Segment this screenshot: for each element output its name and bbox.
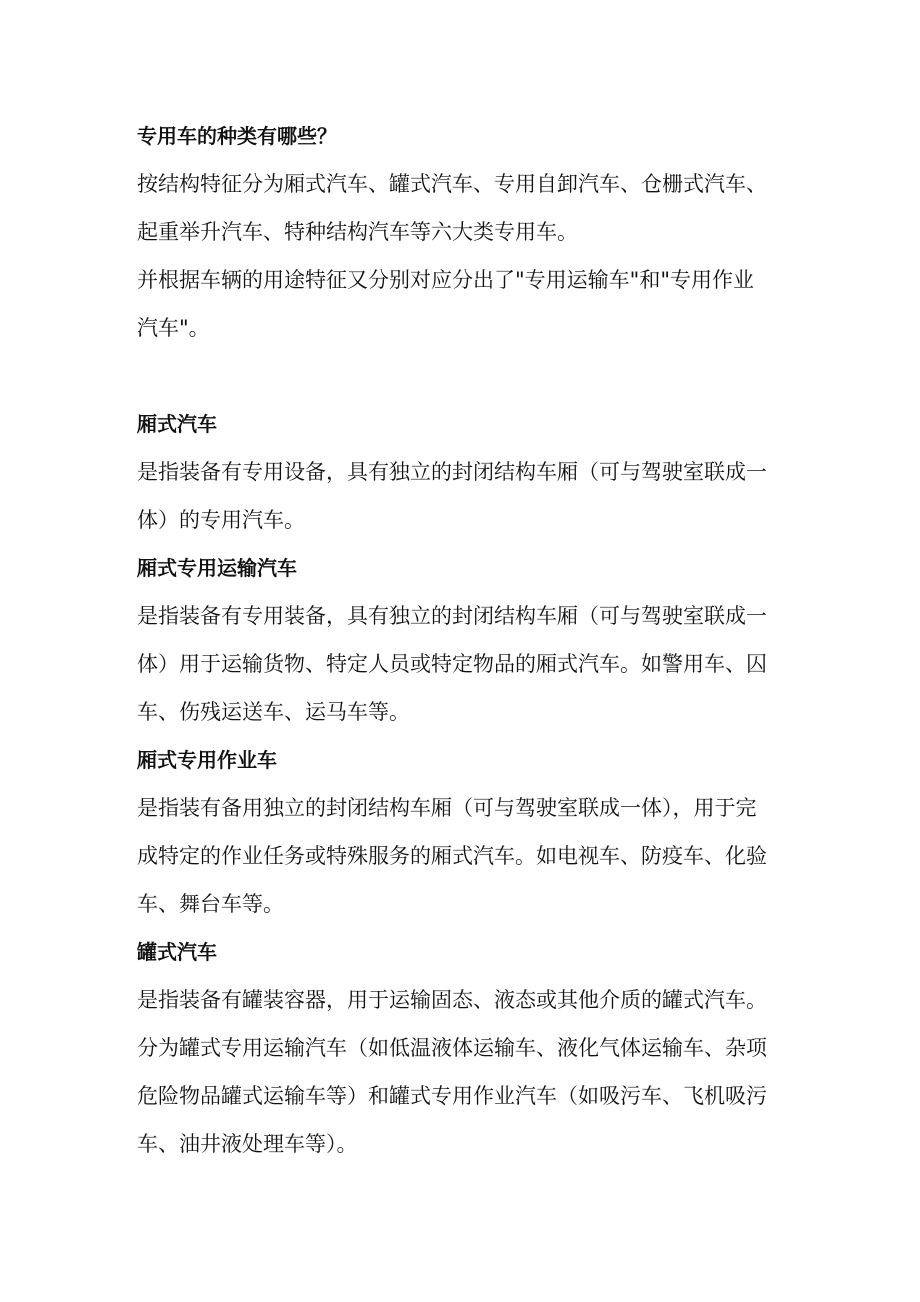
section-gap <box>137 352 797 400</box>
document-body <box>137 112 797 1168</box>
section-box-operation-line-1: 是指装有备用独立的封闭结构车厢（可与驾驶室联成一体），用于完 <box>137 796 757 820</box>
intro-title: 专用车的种类有哪些？ <box>137 124 337 148</box>
section-box-transport-line-1: 是指装备有专用装备，具有独立的封闭结构车厢（可与驾驶室联成一 <box>137 604 767 628</box>
section-box-vehicle-line-2: 体）的专用汽车。 <box>137 508 305 532</box>
section-box-transport-line-2: 体）用于运输货物、特定人员或特定物品的厢式汽车。如警用车、囚 <box>137 652 767 676</box>
section-tank-vehicle-line-4: 车、油井液处理车等）。 <box>137 1132 358 1156</box>
section-title-tank-vehicle: 罐式汽车 <box>137 940 217 964</box>
section-box-transport-line-3: 车、伤残运送车、运马车等。 <box>137 700 410 724</box>
section-title-box-vehicle: 厢式汽车 <box>137 412 217 436</box>
intro-paragraph-1-line-1: 按结构特征分为厢式汽车、罐式汽车、专用自卸汽车、仓栅式汽车、 <box>137 172 767 196</box>
section-tank-vehicle-line-3: 危险物品罐式运输车等）和罐式专用作业汽车（如吸污车、飞机吸污 <box>137 1084 767 1108</box>
section-tank-vehicle-line-1: 是指装备有罐装容器，用于运输固态、液态或其他介质的罐式汽车。 <box>137 988 767 1012</box>
section-title-box-operation: 厢式专用作业车 <box>137 748 277 772</box>
intro-paragraph-2-line-1: 并根据车辆的用途特征又分别对应分出了"专用运输车"和"专用作业 <box>137 268 754 292</box>
section-box-vehicle-line-1: 是指装备有专用设备，具有独立的封闭结构车厢（可与驾驶室联成一 <box>137 460 767 484</box>
intro-paragraph-1-line-2: 起重举升汽车、特种结构汽车等六大类专用车。 <box>137 220 578 244</box>
section-box-operation-line-3: 车、舞台车等。 <box>137 892 284 916</box>
section-box-operation-line-2: 成特定的作业任务或特殊服务的厢式汽车。如电视车、防疫车、化验 <box>137 844 767 868</box>
section-title-box-transport: 厢式专用运输汽车 <box>137 556 297 580</box>
section-tank-vehicle-line-2: 分为罐式专用运输汽车（如低温液体运输车、液化气体运输车、杂项 <box>137 1036 767 1060</box>
intro-paragraph-2-line-2: 汽车"。 <box>137 316 210 340</box>
